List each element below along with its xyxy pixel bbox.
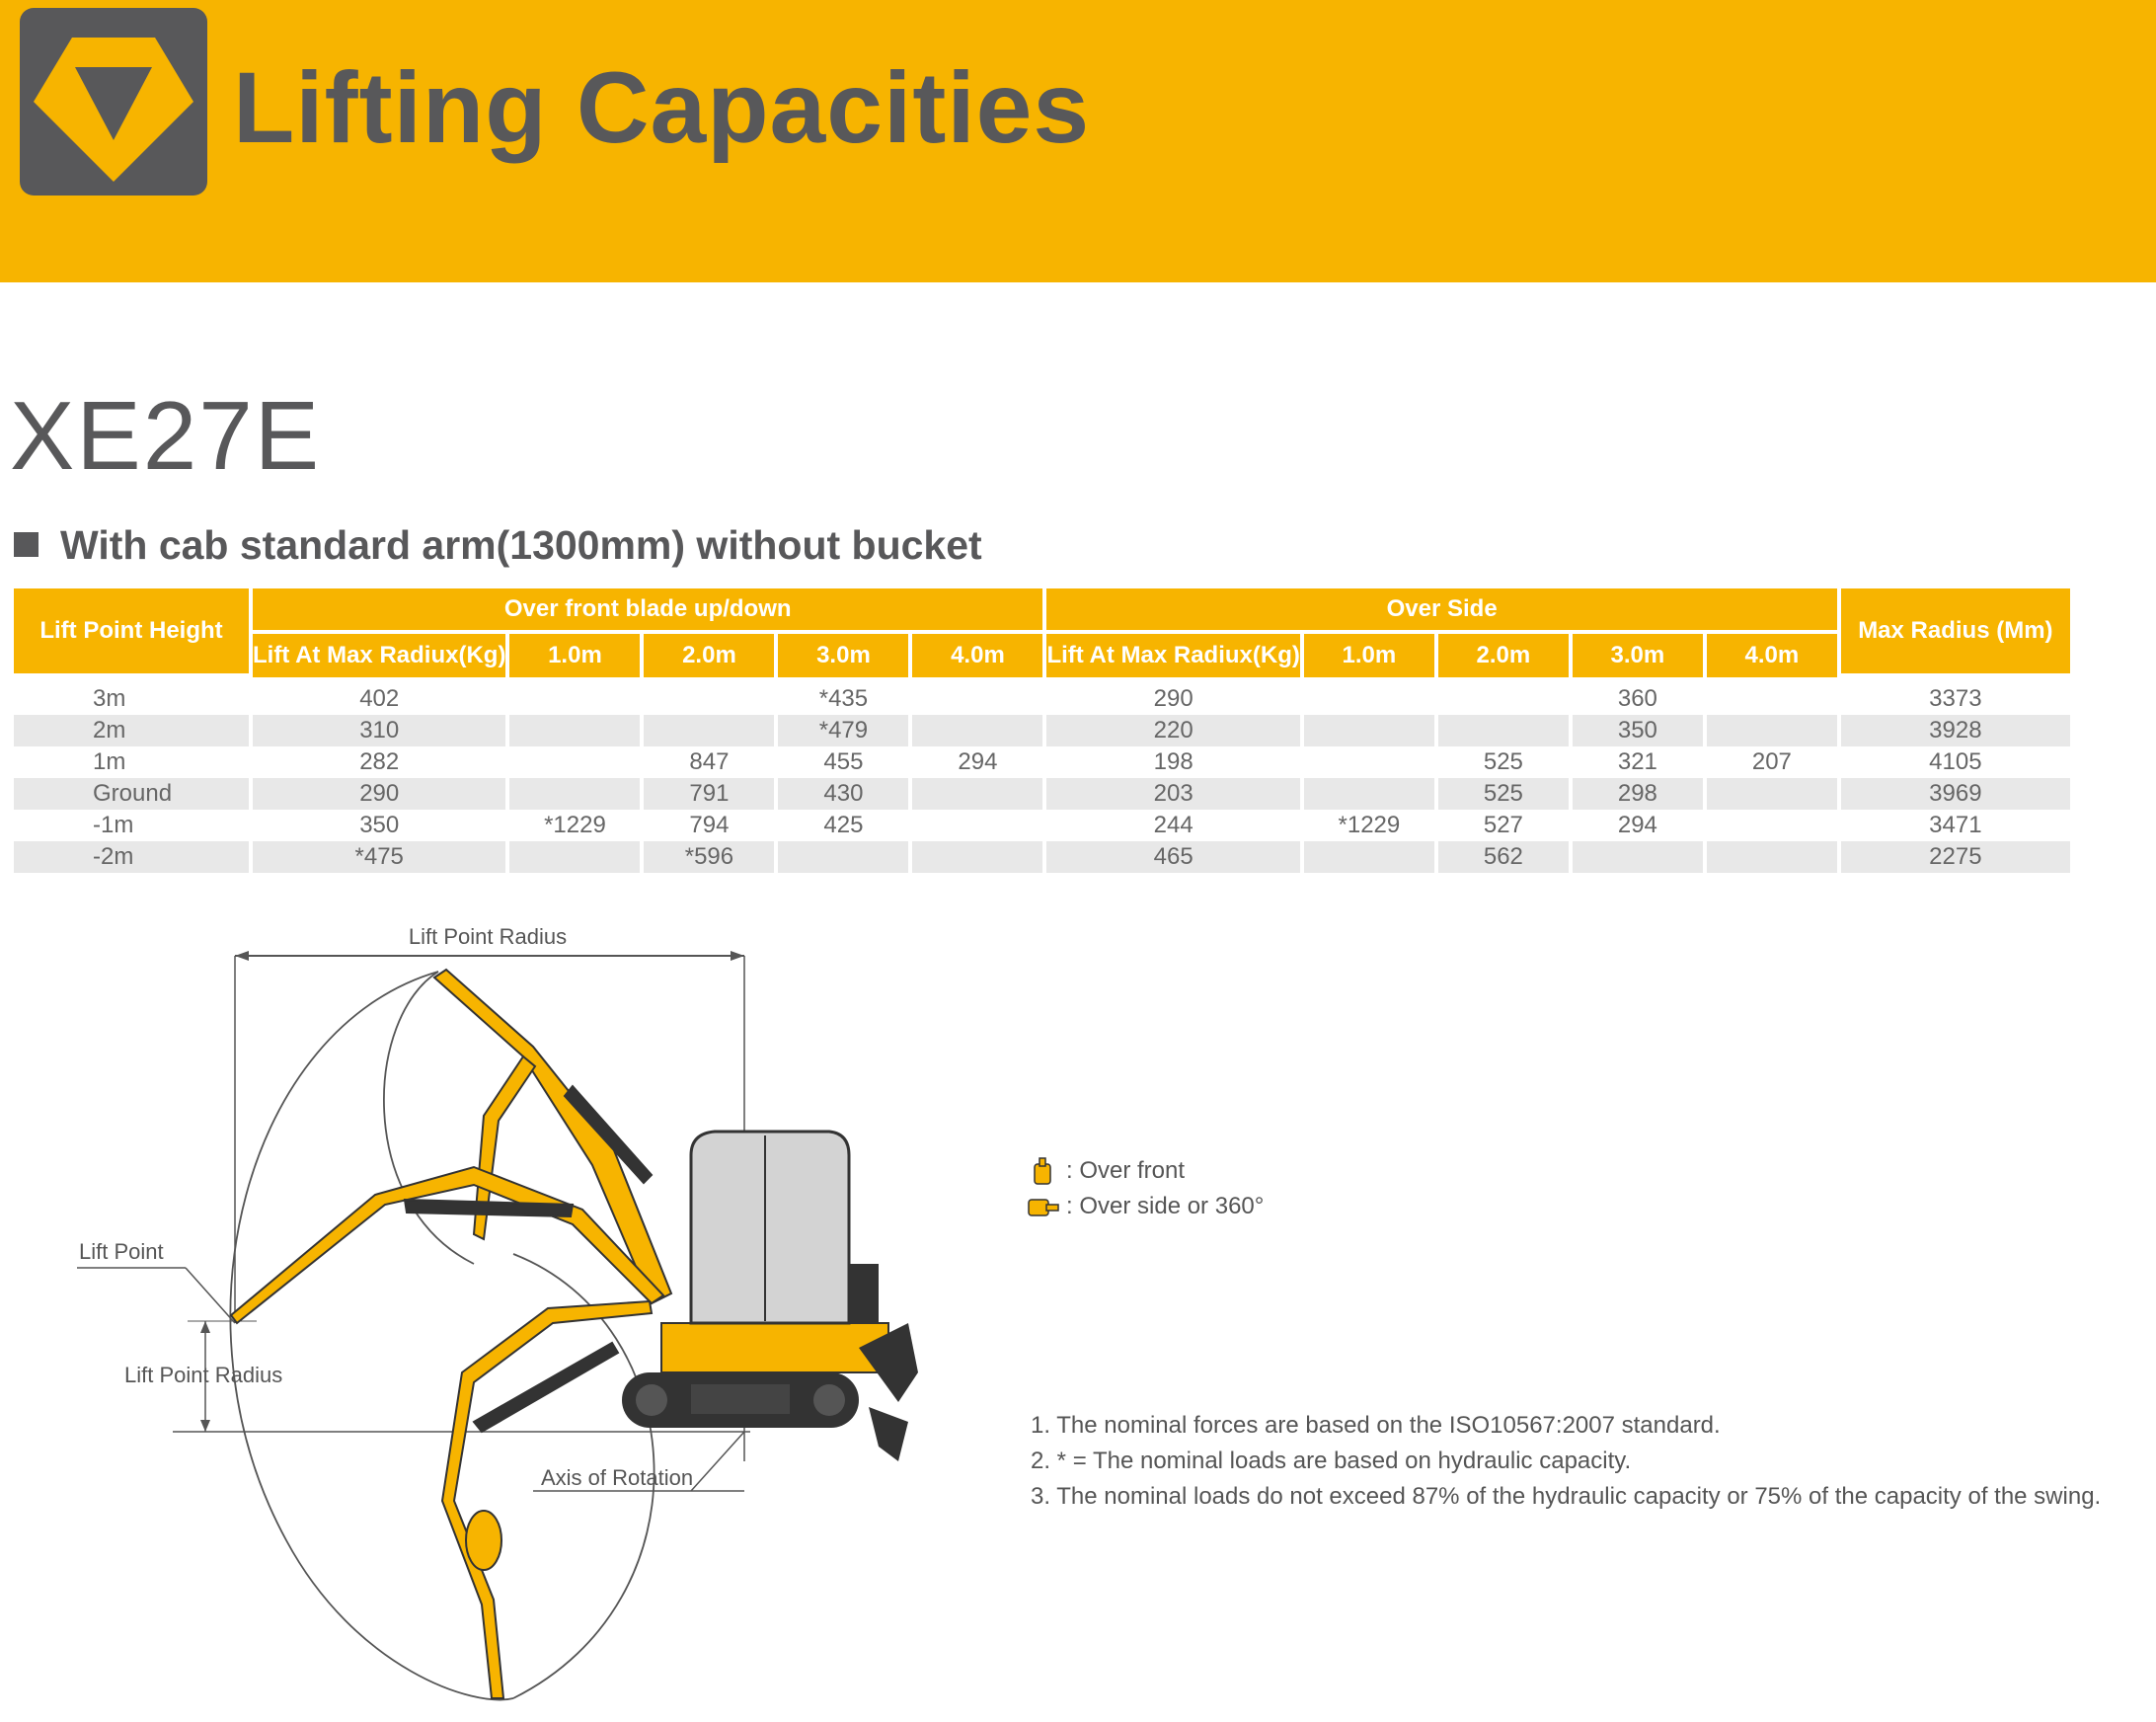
legend-item-over-side — [1027, 1189, 1264, 1224]
section-heading — [14, 521, 982, 569]
table-cell: 430 — [778, 778, 908, 810]
cell-max-radius: 3969 — [1841, 778, 2070, 810]
table-cell: 220 — [1046, 715, 1299, 746]
table-row — [14, 746, 2070, 778]
table-cell: *1229 — [1338, 812, 1401, 838]
table-row — [14, 810, 2070, 841]
cell-max-radius: 3471 — [1929, 812, 1982, 838]
over-side-icon — [1027, 1192, 1060, 1221]
table-cell: 298 — [1573, 778, 1703, 810]
legend-item-over-front — [1027, 1153, 1264, 1189]
label-axis-of-rotation: Axis of Rotation — [541, 1465, 694, 1490]
table-cell — [509, 715, 640, 746]
table-cell: 350 — [1573, 715, 1703, 746]
table-cell — [644, 715, 774, 746]
legend — [1027, 1153, 1264, 1224]
table-cell — [1707, 715, 1837, 746]
table-cell — [509, 746, 640, 778]
table-row — [14, 715, 2070, 746]
table-cell — [1304, 715, 1434, 746]
table-cell — [1304, 841, 1434, 873]
subheader-front-3m: 3.0m — [778, 634, 908, 677]
table-cell — [1438, 683, 1569, 715]
legend-label-over-front: : Over front — [1066, 1157, 1186, 1184]
model-name: XE27E — [10, 381, 322, 490]
table-cell: 203 — [1046, 778, 1299, 810]
table-cell: 321 — [1617, 748, 1657, 775]
cell-height: 1m — [93, 748, 126, 775]
table-cell — [1304, 683, 1434, 715]
table-cell — [1707, 683, 1837, 715]
table-cell: *1229 — [544, 812, 606, 838]
note-item: 1. The nominal forces are based on the ISO10567:2007 standard. — [1031, 1412, 1721, 1439]
table-cell — [1707, 778, 1837, 810]
table-cell: 525 — [1483, 748, 1523, 775]
table-cell: *479 — [778, 715, 908, 746]
table-cell: 290 — [1153, 685, 1194, 712]
page-title: Lifting Capacities — [233, 51, 1091, 164]
cell-height: Ground — [14, 778, 249, 810]
table-cell: 562 — [1438, 841, 1569, 873]
cell-max-radius: 2275 — [1841, 841, 2070, 873]
legend-label-over-side: : Over side or 360° — [1066, 1193, 1265, 1219]
arrow-left-icon — [235, 951, 249, 961]
header-over-side: Over Side — [1046, 588, 1836, 634]
table-cell: 402 — [359, 685, 400, 712]
over-front-icon — [1027, 1156, 1060, 1186]
lifting-capacity-table — [10, 588, 2074, 873]
label-lift-point-radius-top: Lift Point Radius — [408, 924, 568, 949]
table-cell: 847 — [689, 748, 730, 775]
table-row — [14, 683, 2070, 715]
table-cell — [509, 841, 640, 873]
outer-reach-arc — [230, 972, 513, 1699]
subheader-side-2m: 2.0m — [1438, 634, 1569, 677]
table-cell: 794 — [689, 812, 730, 838]
table-cell: 791 — [644, 778, 774, 810]
inner-reach-arc-top — [384, 972, 474, 1264]
table-cell: 244 — [1153, 812, 1194, 838]
cell-height: 2m — [14, 715, 249, 746]
subheader-side-max: Lift At Max Radiux(Kg) — [1046, 634, 1299, 677]
table-cell — [778, 841, 908, 873]
table-cell — [912, 841, 1042, 873]
subheader-side-1m: 1.0m — [1304, 634, 1434, 677]
table-cell: 294 — [958, 748, 998, 775]
table-cell: 465 — [1046, 841, 1299, 873]
cell-max-radius: 4105 — [1929, 748, 1982, 775]
table-cell: 310 — [253, 715, 505, 746]
table-cell: 425 — [823, 812, 864, 838]
subheader-front-max: Lift At Max Radiux(Kg) — [253, 634, 505, 677]
note-item: 3. The nominal loads do not exceed 87% of the hydraulic capacity or 75% of the capacity of the swing. — [1031, 1483, 2102, 1510]
table-cell — [1438, 715, 1569, 746]
subheader-front-1m: 1.0m — [509, 634, 640, 677]
cell-height: -2m — [14, 841, 249, 873]
table-cell — [1573, 841, 1703, 873]
table-cell — [509, 683, 640, 715]
cell-max-radius: 3373 — [1929, 685, 1982, 712]
table-cell: 294 — [1617, 812, 1657, 838]
table-cell — [912, 683, 1042, 715]
section-title: With cab standard arm(1300mm) without bucket — [60, 522, 982, 568]
label-lift-point-radius-side: Lift Point Radius — [124, 1363, 283, 1387]
subheader-front-4m: 4.0m — [912, 634, 1042, 677]
header-max-radius: Max Radius (Mm) — [1841, 588, 2070, 677]
subheader-side-3m: 3.0m — [1573, 634, 1703, 677]
notes — [1031, 1408, 2101, 1515]
table-cell — [912, 810, 1042, 841]
cell-height: 3m — [93, 685, 126, 712]
table-cell: 527 — [1483, 812, 1523, 838]
table-cell: 525 — [1438, 778, 1569, 810]
table-row — [14, 778, 2070, 810]
table-cell — [1707, 810, 1837, 841]
subheader-side-4m: 4.0m — [1707, 634, 1837, 677]
arrow-up-icon — [200, 1321, 210, 1333]
square-bullet-icon — [14, 532, 38, 557]
table-cell: 282 — [359, 748, 400, 775]
table-cell — [509, 778, 640, 810]
table-cell: 290 — [253, 778, 505, 810]
table-cell: *435 — [818, 685, 869, 712]
table-cell: 198 — [1153, 748, 1194, 775]
table-cell: 350 — [359, 812, 400, 838]
header-over-front: Over front blade up/down — [253, 588, 1042, 634]
table-cell: 455 — [823, 748, 864, 775]
table-cell — [644, 683, 774, 715]
header-banner — [0, 0, 2156, 282]
table-cell: 360 — [1617, 685, 1657, 712]
table-cell — [1304, 778, 1434, 810]
header-lift-point-height: Lift Point Height — [14, 588, 249, 677]
cell-height: -1m — [93, 812, 134, 838]
cell-max-radius: 3928 — [1841, 715, 2070, 746]
label-lift-point: Lift Point — [79, 1239, 164, 1264]
subheader-front-2m: 2.0m — [644, 634, 774, 677]
table-cell — [1707, 841, 1837, 873]
note-item: 2. * = The nominal loads are based on hydraulic capacity. — [1031, 1448, 1632, 1474]
table-row — [14, 841, 2070, 873]
table-cell: 207 — [1751, 748, 1792, 775]
xcmg-logo-icon — [20, 8, 207, 196]
table-cell — [912, 778, 1042, 810]
table-cell — [1304, 746, 1434, 778]
excavator-working-range-diagram — [59, 908, 948, 1718]
table-cell: *596 — [644, 841, 774, 873]
arrow-down-icon — [200, 1420, 210, 1432]
arrow-right-icon — [731, 951, 744, 961]
table-cell: *475 — [253, 841, 505, 873]
table-cell — [912, 715, 1042, 746]
